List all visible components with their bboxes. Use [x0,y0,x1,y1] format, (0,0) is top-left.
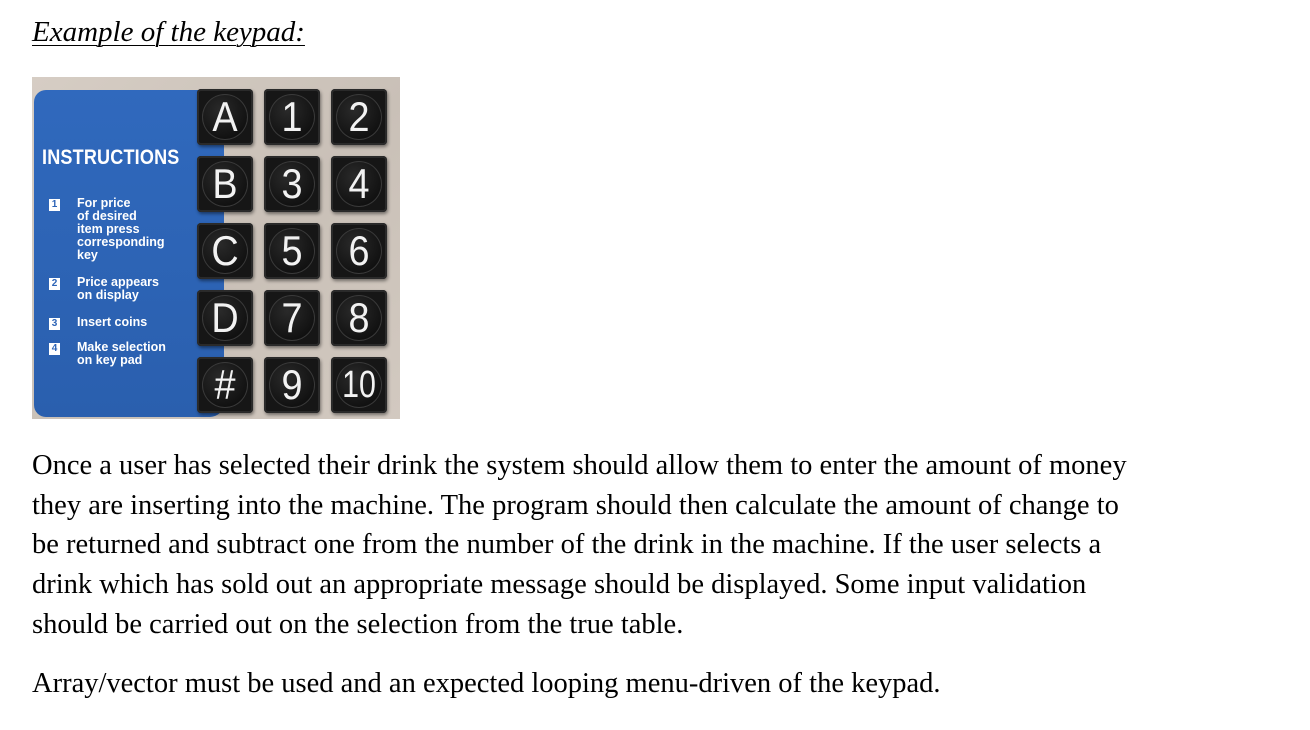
keypad-key-4: 4 [331,156,387,212]
paragraph-line: drink which has sold out an appropriate message should be displayed. Some input validation [32,569,1087,601]
step-number-badge: 2 [49,278,60,290]
paragraph-line: Array/vector must be used and an expected looping menu-driven of the keypad. [32,668,941,699]
step-text: Insert coins [77,315,148,329]
keypad-key-8: 8 [331,290,387,346]
step-text: Make selection on key pad [77,340,166,367]
step-number-badge: 3 [49,318,60,330]
step-text: Price appears on display [77,275,159,302]
keypad-key-c: C [197,223,253,279]
keypad-photo [32,77,400,419]
keypad-key-b: B [197,156,253,212]
paragraph-array-note [32,664,941,704]
step-number-badge: 4 [49,343,60,355]
step-text: For price of desired item press corresponding key [77,196,165,262]
section-heading: Example of the keypad: [32,16,305,48]
keypad-key-3: 3 [264,156,320,212]
instructions-panel [34,90,224,417]
paragraph-line: Once a user has selected their drink the system should allow them to enter the amount of money [32,450,1127,481]
paragraph-line: should be carried out on the selection from the true table. [32,608,684,640]
keypad-key-9: 9 [264,357,320,413]
keypad-key-a: A [197,89,253,145]
keypad-key-2: 2 [331,89,387,145]
instructions-title: INSTRUCTIONS [42,146,180,169]
keypad-key-1: 1 [264,89,320,145]
keypad-key-6: 6 [331,223,387,279]
paragraph-line: be returned and subtract one from the number of the drink in the machine. If the user selects a [32,529,1102,561]
keypad-key-10: 10 [331,357,387,413]
keypad-key-7: 7 [264,290,320,346]
keypad-key-d: D [197,290,253,346]
step-number-badge: 1 [49,199,60,211]
paragraph-line: they are inserting into the machine. The program should then calculate the amount of change to [32,489,1119,521]
keypad-key-5: 5 [264,223,320,279]
keypad-key-hash: # [197,357,253,413]
paragraph-requirements [32,446,1127,645]
